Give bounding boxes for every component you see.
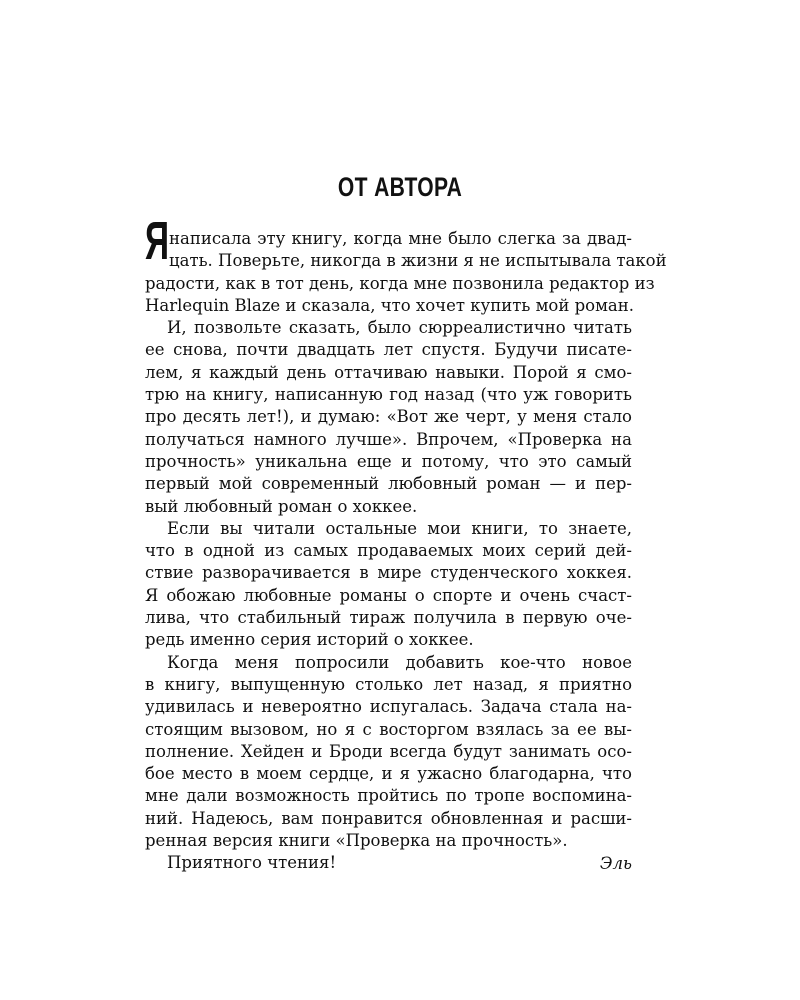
text-line: ренная версия книги «Проверка на прочность». [145,831,568,851]
page-title: ОТ АВТОРА [337,172,463,202]
text-line: цать. Поверьте, никогда в жизни я не испытывала такой [169,251,667,271]
text-line: удивилась и невероятно испугалась. Задача стала на- [145,697,632,717]
text-line: ствие разворачивается в мире студенческого хоккея. [145,563,632,583]
text-line: бое место в моем сердце, и я ужасно благодарна, что [145,764,632,784]
text-line: трю на книгу, написанную год назад (что уж говорить [145,385,632,405]
text-line: Когда меня попросили добавить кое-что новое [167,652,632,672]
drop-cap: Я [145,211,170,271]
text-line: вый любовный роман о хоккее. [145,496,418,516]
text-line: Я обожаю любовные романы о спорте и очень счаст- [145,585,632,605]
text-line: стоящим вызовом, но я с восторгом взялась за ее вы- [145,719,632,739]
text-line: Если вы читали остальные мои книги, то знаете, [167,518,632,538]
text-line: редь именно серия историй о хоккее. [145,630,474,650]
text-line: лем, я каждый день оттачиваю навыки. Порой я смо- [145,362,632,382]
text-line: прочность» уникальна еще и потому, что это самый [145,451,632,471]
text-line: написала эту книгу, когда мне было слегка за двад- [169,229,632,248]
text-line: первый мой современный любовный роман — и пер- [145,474,632,494]
author-signature: Эль [599,854,632,873]
text-line: про десять лет!), и думаю: «Вот же черт, у меня стало [145,407,632,427]
text-line: в книгу, выпущенную столько лет назад, я приятно [145,674,632,694]
text-line: Приятного чтения! [167,853,337,873]
text-line: мне дали возможность пройтись по тропе воспомина- [145,786,632,806]
text-line: что в одной из самых продаваемых моих серий дей- [145,541,632,561]
body-text [145,228,667,875]
text-line: И, позвольте сказать, было сюрреалистично читать [167,318,632,338]
text-line: ний. Надеюсь, вам понравится обновленная и расши- [145,808,632,828]
text-line: Harlequin Blaze и сказала, что хочет купить мой роман. [145,295,635,315]
text-line: полнение. Хейден и Броди всегда будут занимать осо- [145,741,632,761]
text-line: ее снова, почти двадцать лет спустя. Будучи писате- [145,340,632,360]
text-line: радости, как в тот день, когда мне позвонила редактор из [145,273,655,293]
text-line: получаться намного лучше». Впрочем, «Проверка на [145,429,632,449]
text-line: лива, что стабильный тираж получила в первую оче- [145,608,632,628]
